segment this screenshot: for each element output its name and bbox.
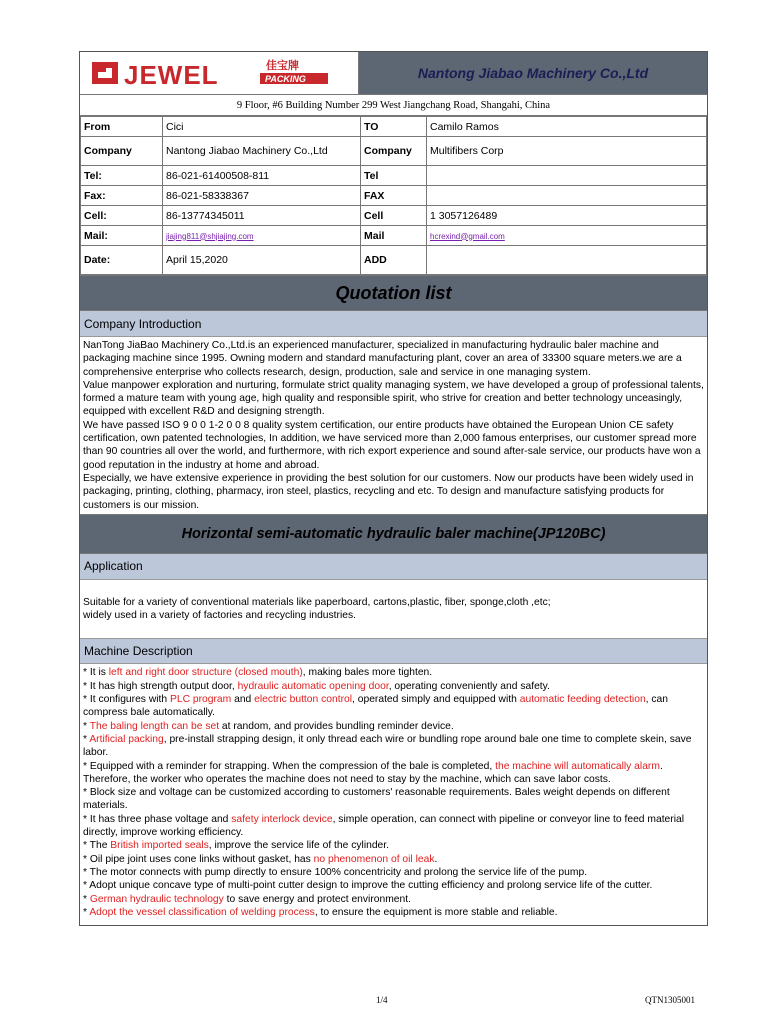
description-item xyxy=(83,879,704,892)
tel-to-label: Tel xyxy=(361,166,427,186)
highlight-text: PLC program xyxy=(170,694,232,706)
intro-paragraph: Value manpower exploration and nurturing, formulate strict quality managing system, we have developed a group of professional talents, formed a mature team with young age, high quality and responsible spirit, who strive for creation and better technology unceasingly, equipped with excellent R&D and designing strength. xyxy=(83,379,704,418)
description-item xyxy=(83,906,704,919)
intro-text xyxy=(80,337,707,514)
description-heading: Machine Description xyxy=(80,638,707,664)
to-value: Camilo Ramos xyxy=(427,117,707,137)
description-text: and xyxy=(231,694,255,706)
application-text xyxy=(80,580,707,639)
description-text: , to ensure the equipment is more stable and reliable. xyxy=(314,906,558,918)
logo-sub: PACKING xyxy=(265,74,306,84)
description-item xyxy=(83,813,704,840)
description-item xyxy=(83,786,704,813)
description-text: * It has high strength output door, xyxy=(83,680,238,692)
page-number: 1/4 xyxy=(376,995,388,1005)
fax-to-label: FAX xyxy=(361,186,427,206)
description-text: , pre-install strapping design, it only thread each wire or bundling rope around bale one time to complete skein, save labor. xyxy=(83,733,692,759)
description-item xyxy=(83,733,704,760)
date-label: Date: xyxy=(81,246,163,275)
description-text: at random, and provides bundling reminder device. xyxy=(219,720,454,732)
tel-value: 86-021-61400508-811 xyxy=(163,166,361,186)
application-line: Suitable for a variety of conventional materials like paperboard, cartons,plastic, fiber, sponge,cloth ,etc; xyxy=(83,596,551,608)
highlight-text: British imported seals xyxy=(110,840,209,852)
header-row xyxy=(80,52,707,95)
description-text: * Adopt unique concave type of multi-point cutter design to improve the cutting efficiency and prolong service life of the cutter. xyxy=(83,880,653,892)
fax-label: Fax: xyxy=(81,186,163,206)
highlight-text: electric button control xyxy=(254,694,353,706)
company-to-label: Company xyxy=(361,137,427,166)
mail-to-label: Mail xyxy=(361,226,427,246)
machine-title-band xyxy=(80,514,707,554)
description-item xyxy=(83,893,704,906)
company-label: Company xyxy=(81,137,163,166)
table-row xyxy=(81,137,707,166)
tel-label: Tel: xyxy=(81,166,163,186)
highlight-text: safety interlock device xyxy=(231,813,333,825)
intro-paragraph: We have passed ISO 9 0 0 1-2 0 0 8 quality system certification, our entire products have obtained the European Union CE safety certification, own patented technologies, In addition, we have serviced more than 2,000 famous enterprises, our customer spread more than 90 countries all over the world, and furthermore, with rich export experience and sound after-sale service, our products have won a good reputation in the industry at home and abroad. xyxy=(83,419,701,471)
cell-to-value: 1 3057126489 xyxy=(427,206,707,226)
document-code: QTN1305001 xyxy=(645,995,695,1005)
description-item xyxy=(83,760,704,787)
description-text: * xyxy=(83,906,90,918)
description-item xyxy=(83,839,704,852)
company-logo xyxy=(80,52,359,94)
highlight-text: automatic feeding detection xyxy=(519,694,646,706)
mail-link[interactable]: jiajing811@shjiajing.com xyxy=(166,231,254,241)
cell-value: 86-13774345011 xyxy=(163,206,361,226)
description-text: , operated simply and equipped with xyxy=(352,694,520,706)
company-name: Nantong Jiabao Machinery Co.,Ltd xyxy=(359,52,707,94)
highlight-text: the machine will automatically alarm xyxy=(495,760,660,772)
highlight-text: The baling length can be set xyxy=(89,720,220,732)
intro-heading: Company Introduction xyxy=(80,311,707,337)
contact-table xyxy=(80,116,707,275)
highlight-text: hydraulic automatic opening door xyxy=(237,680,389,692)
description-item xyxy=(83,853,704,866)
description-text: , simple operation, can connect with pipeline or conveyor line to feed material directly, improve working efficiency. xyxy=(83,813,685,839)
add-value xyxy=(427,246,707,275)
intro-paragraph: NanTong JiaBao Machinery Co.,Ltd.is an experienced manufacturer, specialized in manufacturing hydraulic baler machine and packaging machine since 1995. Owning modern and standard manufacturing plant, cover an area of 33300 square meters.we are a comprehensive enterprise who collects research, design, production, sale and service in one managing system. xyxy=(83,340,682,378)
description-text: , can compress bale automatically. xyxy=(83,694,668,719)
cell-label: Cell: xyxy=(81,206,163,226)
description-item xyxy=(83,666,704,679)
mail-to-link[interactable]: hcrexind@gmail.com xyxy=(430,231,505,241)
description-text: * The motor connects with pump directly to ensure 100% concentricity and prolong the service life of the pump. xyxy=(83,866,588,878)
description-text: * Block size and voltage can be customized according to customers' reasonable requirements. Bales weight depends on different materials. xyxy=(83,787,670,812)
logo-text: JEWEL xyxy=(124,60,219,90)
intro-paragraph: Especially, we have extensive experience in providing the best solution for our customers. Now our products have been widely used in packaging, printing, clothing, pharmacy, iron steel, plastics, recycling and etc. To design and manufacture satisfying products for customers is our mission. xyxy=(83,472,694,511)
quotation-title-band xyxy=(80,275,707,311)
table-row xyxy=(81,226,707,246)
table-row xyxy=(81,117,707,137)
tel-to-value xyxy=(427,166,707,186)
quotation-sheet xyxy=(79,51,708,926)
description-item xyxy=(83,693,704,720)
application-line: widely used in a variety of factories and recycling industries. xyxy=(83,610,356,622)
description-text: * It is xyxy=(83,667,109,679)
highlight-text: no phenomenon of oil leak xyxy=(313,853,435,865)
table-row xyxy=(81,206,707,226)
highlight-text: Artificial packing xyxy=(89,733,164,745)
description-text: * xyxy=(83,733,90,745)
description-text: * It configures with xyxy=(83,694,170,706)
company-address: 9 Floor, #6 Building Number 299 West Jiangchang Road, Shangahi, China xyxy=(80,95,707,116)
machine-title: Horizontal semi-automatic hydraulic baler machine(JP120BC) xyxy=(181,525,606,542)
quotation-title: Quotation list xyxy=(335,282,452,303)
description-text: * Equipped with a reminder for strapping. When the compression of the bale is completed, xyxy=(83,760,496,772)
company-value: Nantong Jiabao Machinery Co.,Ltd xyxy=(163,137,361,166)
description-text: * xyxy=(83,893,90,905)
description-item xyxy=(83,866,704,879)
jewel-logo-icon xyxy=(90,56,340,90)
description-item xyxy=(83,680,704,693)
fax-to-value xyxy=(427,186,707,206)
description-text: * Oil pipe joint uses cone links without gasket, has xyxy=(83,853,314,865)
description-text: * The xyxy=(83,840,111,852)
description-list xyxy=(80,664,707,925)
table-row xyxy=(81,186,707,206)
description-text: * xyxy=(83,720,90,732)
table-row xyxy=(81,166,707,186)
table-row xyxy=(81,246,707,275)
from-value: Cici xyxy=(163,117,361,137)
description-text: * It has three phase voltage and xyxy=(83,813,232,825)
date-value: April 15,2020 xyxy=(163,246,361,275)
from-label: From xyxy=(81,117,163,137)
description-text: . Therefore, the worker who operates the machine does not need to stay by the machine, which can save labor costs. xyxy=(83,760,663,785)
cell-to-label: Cell xyxy=(361,206,427,226)
description-text: to save energy and protect environment. xyxy=(223,893,411,905)
description-text: , making bales more tighten. xyxy=(302,667,433,679)
highlight-text: Adopt the vessel classification of welding process xyxy=(89,906,315,918)
fax-value: 86-021-58338367 xyxy=(163,186,361,206)
to-label: TO xyxy=(361,117,427,137)
highlight-text: left and right door structure (closed mouth) xyxy=(108,667,303,679)
highlight-text: German hydraulic technology xyxy=(89,893,224,905)
description-text: , improve the service life of the cylinder. xyxy=(208,840,390,852)
logo-chinese: 佳宝牌 xyxy=(266,59,299,72)
description-item xyxy=(83,720,704,733)
description-text: , operating conveniently and safety. xyxy=(388,680,550,692)
description-text: . xyxy=(434,853,438,865)
company-to-value: Multifibers Corp xyxy=(427,137,707,166)
application-heading: Application xyxy=(80,554,707,580)
mail-label: Mail: xyxy=(81,226,163,246)
add-label: ADD xyxy=(361,246,427,275)
